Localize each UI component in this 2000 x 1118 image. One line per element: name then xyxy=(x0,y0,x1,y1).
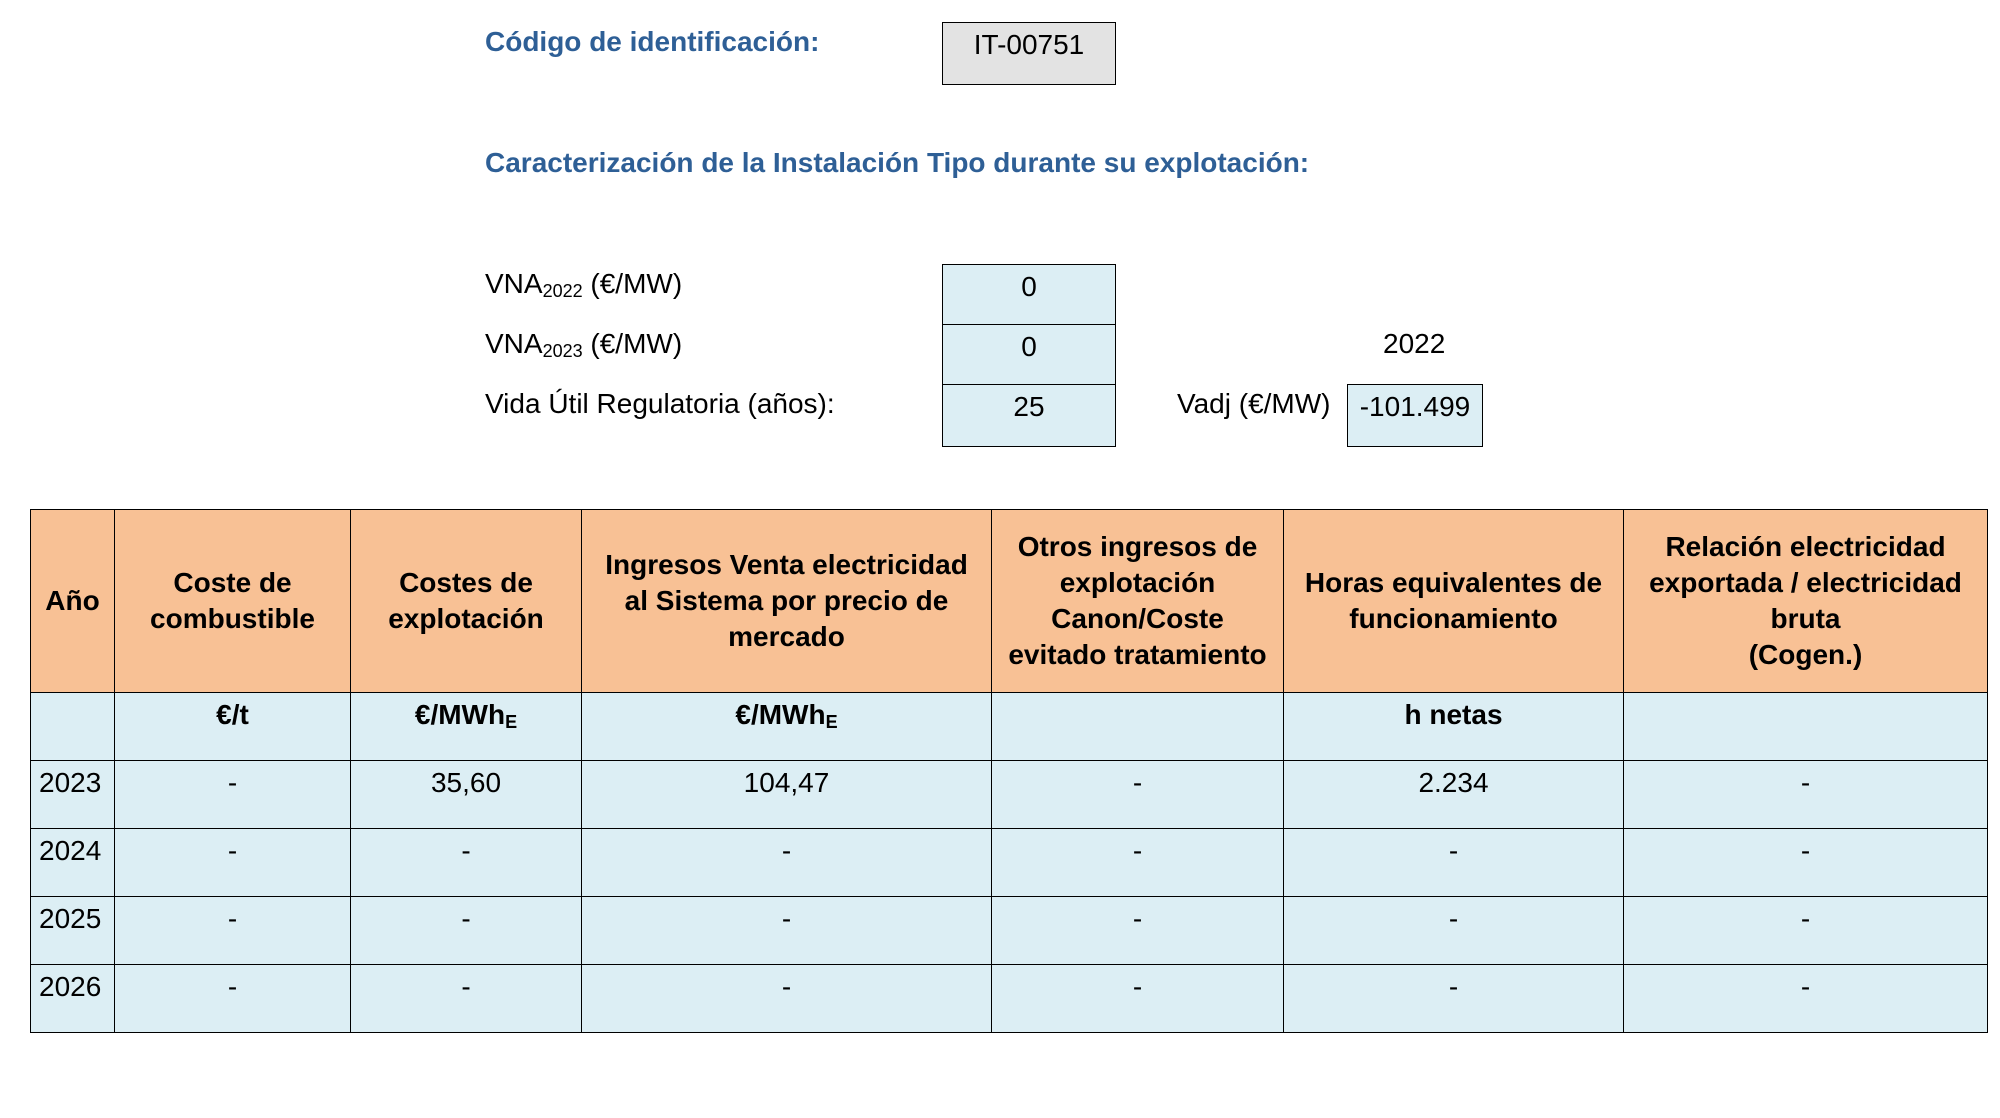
table-cell: - xyxy=(992,761,1284,829)
table-cell: - xyxy=(1284,897,1624,965)
vna2022-label: $VNA_{2022}$ (€/MW) xyxy=(485,268,683,301)
table-cell: - xyxy=(115,761,351,829)
header-relacion-electricidad: Relación electricidad exportada / electricidad bruta (Cogen.) xyxy=(1624,510,1988,693)
table-cell: 35,60 xyxy=(351,761,582,829)
vna2023-value: 0 xyxy=(942,324,1116,386)
year-cell: 2023 xyxy=(31,761,115,829)
table-cell: - xyxy=(1284,965,1624,1033)
table-cell: - xyxy=(1624,829,1988,897)
id-value-box: IT-00751 xyxy=(942,22,1116,85)
unit-cell: €/MWh$_E$ xyxy=(582,693,992,761)
header-ingresos-venta: Ingresos Venta electricidad al Sistema por precio de mercado xyxy=(582,510,992,693)
table-cell: - xyxy=(582,829,992,897)
table-cell: - xyxy=(115,897,351,965)
header-horas-equivalentes: Horas equivalentes de funcionamiento xyxy=(1284,510,1624,693)
table-cell: - xyxy=(992,897,1284,965)
vida-util-label: Vida Útil Regulatoria (años): xyxy=(485,388,835,419)
table-cell: - xyxy=(992,829,1284,897)
table-cell: - xyxy=(582,897,992,965)
header-coste-combustible: Coste de combustible xyxy=(115,510,351,693)
unit-cell: h netas xyxy=(1284,693,1624,761)
id-label: Código de identificación: xyxy=(485,26,820,57)
table-cell: - xyxy=(992,965,1284,1033)
table-cell: - xyxy=(1624,965,1988,1033)
table-row xyxy=(31,965,1988,1033)
table-cell: 104,47 xyxy=(582,761,992,829)
header-row xyxy=(31,510,1988,693)
table-cell: - xyxy=(1624,761,1988,829)
table-cell: - xyxy=(351,965,582,1033)
table-row xyxy=(31,897,1988,965)
year-cell: 2024 xyxy=(31,829,115,897)
year-cell: 2025 xyxy=(31,897,115,965)
table-cell: - xyxy=(1624,897,1988,965)
header-costes-explotacion: Costes de explotación xyxy=(351,510,582,693)
section-title: Caracterización de la Instalación Tipo durante su explotación: xyxy=(485,147,1310,178)
units-row xyxy=(31,693,1988,761)
header-ano: Año xyxy=(31,510,115,693)
unit-cell: €/t xyxy=(115,693,351,761)
unit-cell xyxy=(992,693,1284,761)
table-row xyxy=(31,829,1988,897)
vna2023-label: $VNA_{2023}$ (€/MW) xyxy=(485,328,683,361)
table-cell: 2.234 xyxy=(1284,761,1624,829)
table-cell: - xyxy=(115,965,351,1033)
table-cell: - xyxy=(1284,829,1624,897)
table-cell: - xyxy=(582,965,992,1033)
unit-cell: €/MWh$_E$ xyxy=(351,693,582,761)
reference-year: 2022 xyxy=(1383,328,1446,359)
table-cell: - xyxy=(351,897,582,965)
vadj-value: -101.499 xyxy=(1347,384,1483,447)
unit-cell xyxy=(1624,693,1988,761)
table-cell: - xyxy=(115,829,351,897)
explotacion-table xyxy=(30,509,1988,1033)
unit-cell xyxy=(31,693,115,761)
vida-util-value: 25 xyxy=(942,384,1116,447)
header-otros-ingresos: Otros ingresos de explotación Canon/Coste evitado tratamiento xyxy=(992,510,1284,693)
table-cell: - xyxy=(351,829,582,897)
year-cell: 2026 xyxy=(31,965,115,1033)
table-row xyxy=(31,761,1988,829)
vna2022-value: 0 xyxy=(942,264,1116,326)
vadj-label: Vadj (€/MW) xyxy=(1177,388,1331,419)
